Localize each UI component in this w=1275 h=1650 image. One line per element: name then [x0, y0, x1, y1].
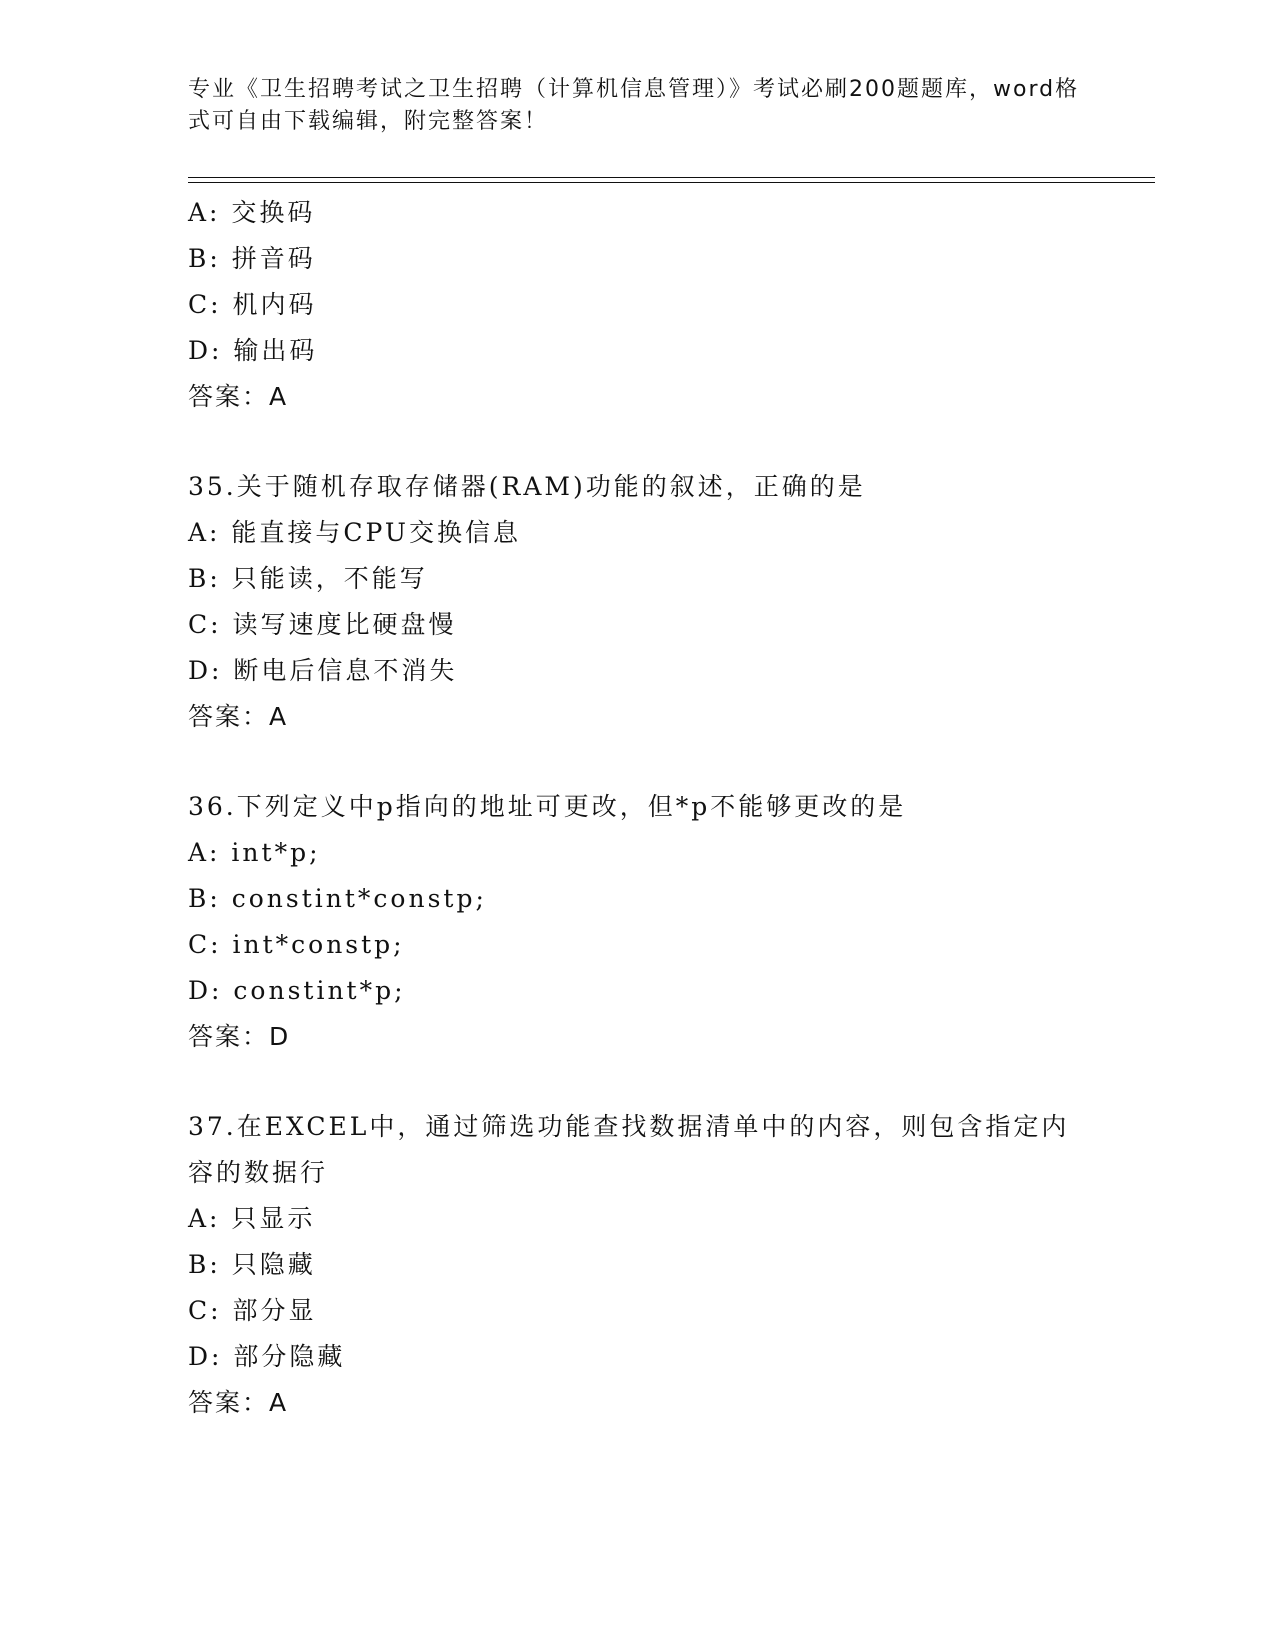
question-block-37 [188, 1104, 1088, 1426]
spacer [188, 1060, 1088, 1104]
document-header: 专业《卫生招聘考试之卫生招聘（计算机信息管理）》考试必刷200题题库，word格式可自由下载编辑，附完整答案！ [188, 77, 1080, 134]
option-b: B: 只能读，不能写 [188, 564, 428, 593]
answer-label: 答案：D [188, 1022, 291, 1051]
question-text: 36.下列定义中p指向的地址可更改，但*p不能够更改的是 [188, 792, 907, 821]
option-a: A: 能直接与CPU交换信息 [188, 518, 522, 547]
option-c: C: 部分显 [188, 1296, 317, 1325]
option-c: C: 读写速度比硬盘慢 [188, 610, 457, 639]
answer-label: 答案：A [188, 702, 289, 731]
question-block-36 [188, 784, 1088, 1060]
answer-label: 答案：A [188, 1388, 289, 1417]
question-block-35 [188, 464, 1088, 740]
spacer [188, 740, 1088, 784]
option-a: A: int*p; [188, 838, 321, 867]
option-b: B: constint*constp; [188, 884, 487, 913]
option-b: B: 只隐藏 [188, 1250, 316, 1279]
option-b: B: 拼音码 [188, 244, 316, 273]
header-rule-bottom [188, 182, 1155, 183]
spacer [188, 420, 1088, 464]
option-c: C: int*constp; [188, 930, 405, 959]
header-rule-top [188, 177, 1155, 178]
question-text: 35.关于随机存取存储器(RAM)功能的叙述，正确的是 [188, 472, 866, 501]
option-c: C: 机内码 [188, 290, 317, 319]
option-d: D: constint*p; [188, 976, 406, 1005]
option-a: A: 只显示 [188, 1204, 316, 1233]
question-block-34 [188, 190, 1088, 420]
answer-label: 答案：A [188, 382, 289, 411]
question-list [188, 190, 1088, 1426]
question-text: 37.在EXCEL中，通过筛选功能查找数据清单中的内容，则包含指定内容的数据行 [188, 1112, 1070, 1187]
option-d: D: 部分隐藏 [188, 1342, 346, 1371]
option-a: A: 交换码 [188, 198, 316, 227]
option-d: D: 断电后信息不消失 [188, 656, 458, 685]
option-d: D: 输出码 [188, 336, 318, 365]
